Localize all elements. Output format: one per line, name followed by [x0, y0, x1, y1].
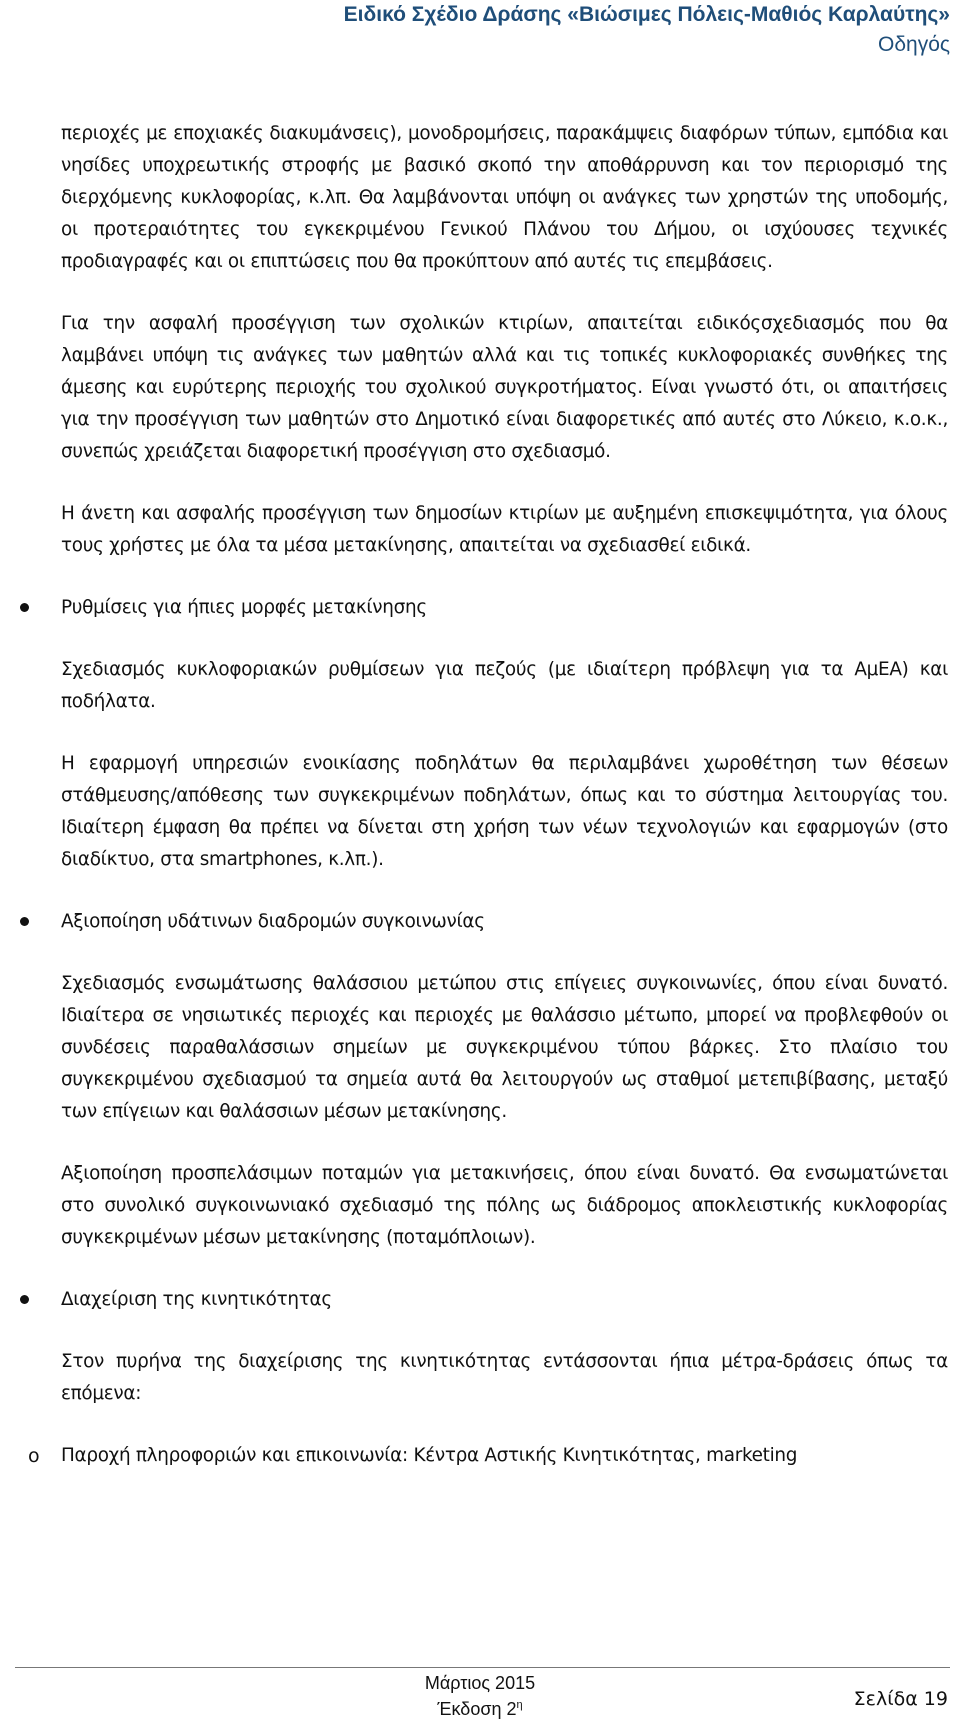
footer-edition: Έκδοση $2^\eta$	[437, 1699, 523, 1719]
paragraph: Σχεδιασμός κυκλοφοριακών ρυθμίσεων για πεζούς (με ιδιαίτερη πρόβλεψη για τα ΑμΕΑ) και ποδήλατα.	[61, 659, 948, 712]
bullet-item	[61, 1284, 948, 1316]
bullet-icon	[20, 1295, 29, 1304]
paragraph: Η εφαρμογή υπηρεσιών ενοικίασης ποδηλάτων θα περιλαμβάνει χωροθέτηση των θέσεων στάθμευσης/απόθεσης των συγκεκριμένων ποδηλάτων, όπως και το σύστημα λειτουργίας του. Ιδιαίτερη έμφαση θα πρέπει να δίνεται στη χρήση των νέων τεχνολογιών και εφαρμογών (στο διαδίκτυο, στα smartphones, κ.λπ.).	[61, 753, 948, 870]
document-title: Ειδικό Σχέδιο Δράσης «Βιώσιμες Πόλεις-Μαθιός Καρλαύτης»	[343, 3, 950, 26]
sub-bullet-item	[28, 1440, 948, 1472]
sub-bullet-text: Παροχή πληροφοριών και επικοινωνία: Κέντρα Αστικής Κινητικότητας, marketing	[61, 1445, 798, 1466]
footer-divider	[15, 1667, 950, 1668]
paragraph: Σχεδιασμός ενσωμάτωσης θαλάσσιου μετώπου στις επίγειες συγκοινωνίες, όπου είναι δυνατό. Ιδιαίτερα σε νησιωτικές περιοχές και περιοχές με θαλάσσιο μέτωπο, μπορεί να προβλεφθούν οι συνδέσεις παραθαλάσσιων σημείων με συγκεκριμένου τύπου βάρκες. Στο πλαίσιο του συγκεκριμένου σχεδιασμού τα σημεία αυτά θα λειτουργούν ως σταθμοί μετεπιβίβασης, μεταξύ των επίγειων και θαλάσσιων μέσων μετακίνησης.	[61, 973, 948, 1122]
footer-info	[0, 1672, 960, 1720]
bullet-item	[61, 592, 948, 624]
paragraph: Στον πυρήνα της διαχείρισης της κινητικότητας εντάσσονται ήπια μέτρα-δράσεις όπως τα επόμενα:	[61, 1351, 948, 1404]
bullet-text: Διαχείριση της κινητικότητας	[61, 1289, 332, 1310]
paragraph: Η άνετη και ασφαλής προσέγγιση των δημοσίων κτιρίων με αυξημένη επισκεψιμότητα, για όλους τους χρήστες με όλα τα μέσα μετακίνησης, απαιτείται να σχεδιασθεί ειδικά.	[61, 503, 948, 556]
bullet-icon	[20, 603, 29, 612]
page-number: Σελίδα 19	[853, 1688, 948, 1710]
footer-date: Μάρτιος 2015	[424, 1673, 536, 1693]
paragraph: Για την ασφαλή προσέγγιση των σχολικών κτιρίων, απαιτείται ειδικόςσχεδιασμός που θα λαμβάνει υπόψη τις ανάγκες των μαθητών αλλά και τις τοπικές κυκλοφοριακές συνθήκες της άμεσης και ευρύτερης περιοχής του σχολικού συγκροτήματος. Είναι γνωστό ότι, οι απαιτήσεις για την προσέγγιση των μαθητών στο Δημοτικό είναι διαφορετικές από αυτές στο Λύκειο, κ.ο.κ., συνεπώς χρειάζεται διαφορετική προσέγγιση στο σχεδιασμό.	[61, 313, 948, 462]
document-body	[28, 118, 948, 1472]
bullet-text: Αξιοποίηση υδάτινων διαδρομών συγκοινωνίας	[61, 911, 485, 932]
paragraph: περιοχές με εποχιακές διακυμάνσεις), μονοδρομήσεις, παρακάμψεις διαφόρων τύπων, εμπόδια και νησίδες υποχρεωτικής στροφής με βασικό σκοπό την αποθάρρυνση και τον περιορισμό της διερχόμενης κυκλοφορίας, κ.λπ. Θα λαμβάνονται υπόψη οι ανάγκες των χρηστών της υποδομής, οι προτεραιότητες του εγκεκριμένου Γενικού Πλάνου του Δήμου, οι ισχύουσες τεχνικές προδιαγραφές και οι επιπτώσεις που θα προκύπτουν από αυτές τις επεμβάσεις.	[61, 123, 948, 272]
bullet-text: Ρυθμίσεις για ήπιες μορφές μετακίνησης	[61, 597, 427, 618]
page-header	[344, 0, 950, 60]
paragraph: Αξιοποίηση προσπελάσιμων ποταμών για μετακινήσεις, όπου είναι δυνατό. Θα ενσωματώνεται στο συνολικό συγκοινωνιακό σχεδιασμό της πόλης ως διάδρομος αποκλειστικής κυκλοφορίας συγκεκριμένων μέσων μετακίνησης (ποταμόπλοιων).	[61, 1163, 948, 1248]
bullet-item	[61, 906, 948, 938]
circle-bullet-icon: o	[28, 1445, 40, 1467]
bullet-icon	[20, 917, 29, 926]
document-subtitle: Οδηγός	[877, 33, 950, 56]
